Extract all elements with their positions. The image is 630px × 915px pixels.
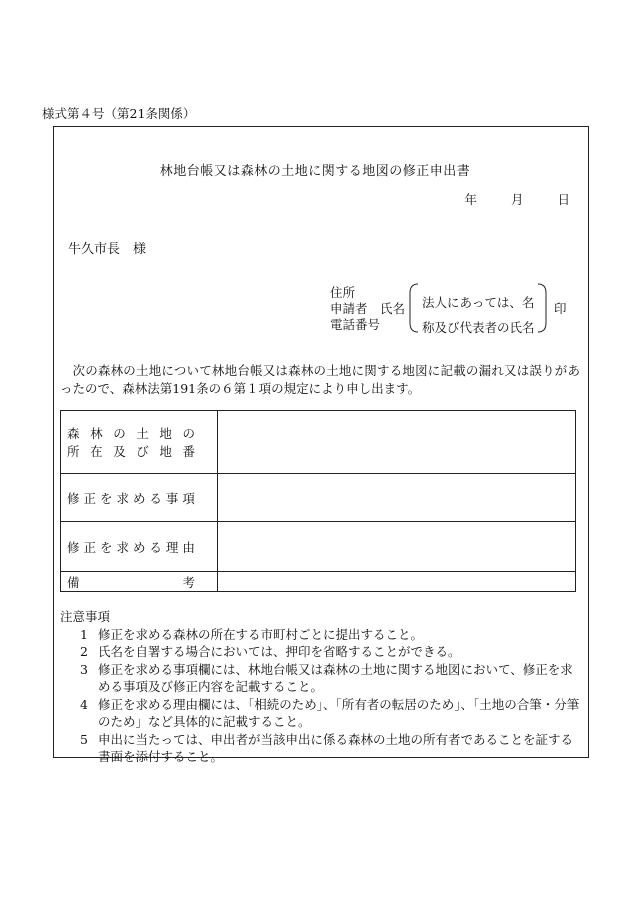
- date-year: 年: [464, 192, 478, 207]
- date-month: 月: [511, 192, 524, 207]
- notes-heading: 注意事項: [60, 609, 111, 624]
- reason-label: 修 正 を 求 め る 理 由: [61, 522, 218, 572]
- address-label: 住所: [330, 285, 356, 300]
- location-label-line-2: 所 在 及 び 地 番: [67, 444, 195, 459]
- applicant-name-label: 申請者 氏名: [330, 301, 406, 316]
- location-label-line-1: 森 林 の 土 地 の: [67, 426, 195, 441]
- table-row-items: [61, 474, 576, 522]
- detail-table: [60, 410, 576, 592]
- remarks-value-cell[interactable]: [218, 572, 576, 592]
- date-line: [465, 190, 570, 208]
- corporate-note: [422, 290, 542, 340]
- reason-value-cell[interactable]: [218, 522, 576, 572]
- table-row-remarks: [61, 572, 576, 592]
- statement-text: 次の森林の土地について林地台帳又は森林の土地に関する地図に記載の漏れ又は誤りがあったので、森林法第191条の６第１項の規定により申し出ます。: [60, 363, 580, 396]
- corporate-note-line-2: 称及び代表者の氏名: [422, 320, 535, 335]
- items-label: 修 正 を 求 め る 事 項: [61, 474, 218, 522]
- note-item: 4 修正を求める理由欄には、「相続のため」、「所有者の転居のため」、「土地の合筆・分筆のため」など具体的に記載すること。: [80, 696, 580, 729]
- note-item: 1 修正を求める森林の所在する市町村ごとに提出すること。: [80, 626, 424, 642]
- table-row-location: [61, 411, 576, 474]
- note-item: 3 修正を求める事項欄には、林地台帳又は森林の土地に関する地図において、修正を求める事項及び修正内容を記載すること。: [80, 661, 573, 694]
- notes-section: [60, 608, 580, 766]
- note-item: 2 氏名を自署する場合においては、押印を省略することができる。: [80, 644, 461, 659]
- location-label: [61, 411, 218, 474]
- form-number: 様式第４号（第21条関係）: [42, 106, 196, 121]
- location-value-cell[interactable]: [218, 411, 576, 474]
- phone-label: 電話番号: [330, 317, 381, 332]
- corporate-note-line-1: 法人にあっては、名: [422, 295, 535, 310]
- seal-mark: 印: [554, 301, 567, 316]
- note-item: 5 申出に当たっては、申出者が当該申出に係る森林の土地の所有者であることを証する書面を添付すること。: [80, 731, 574, 764]
- date-day: 日: [557, 192, 570, 207]
- page-title: 林地台帳又は森林の土地に関する地図の修正申出書: [159, 164, 471, 179]
- remarks-label: 備 考: [61, 572, 218, 592]
- table-row-reason: [61, 522, 576, 572]
- items-value-cell[interactable]: [218, 474, 576, 522]
- addressee: 牛久市長 様: [68, 242, 147, 257]
